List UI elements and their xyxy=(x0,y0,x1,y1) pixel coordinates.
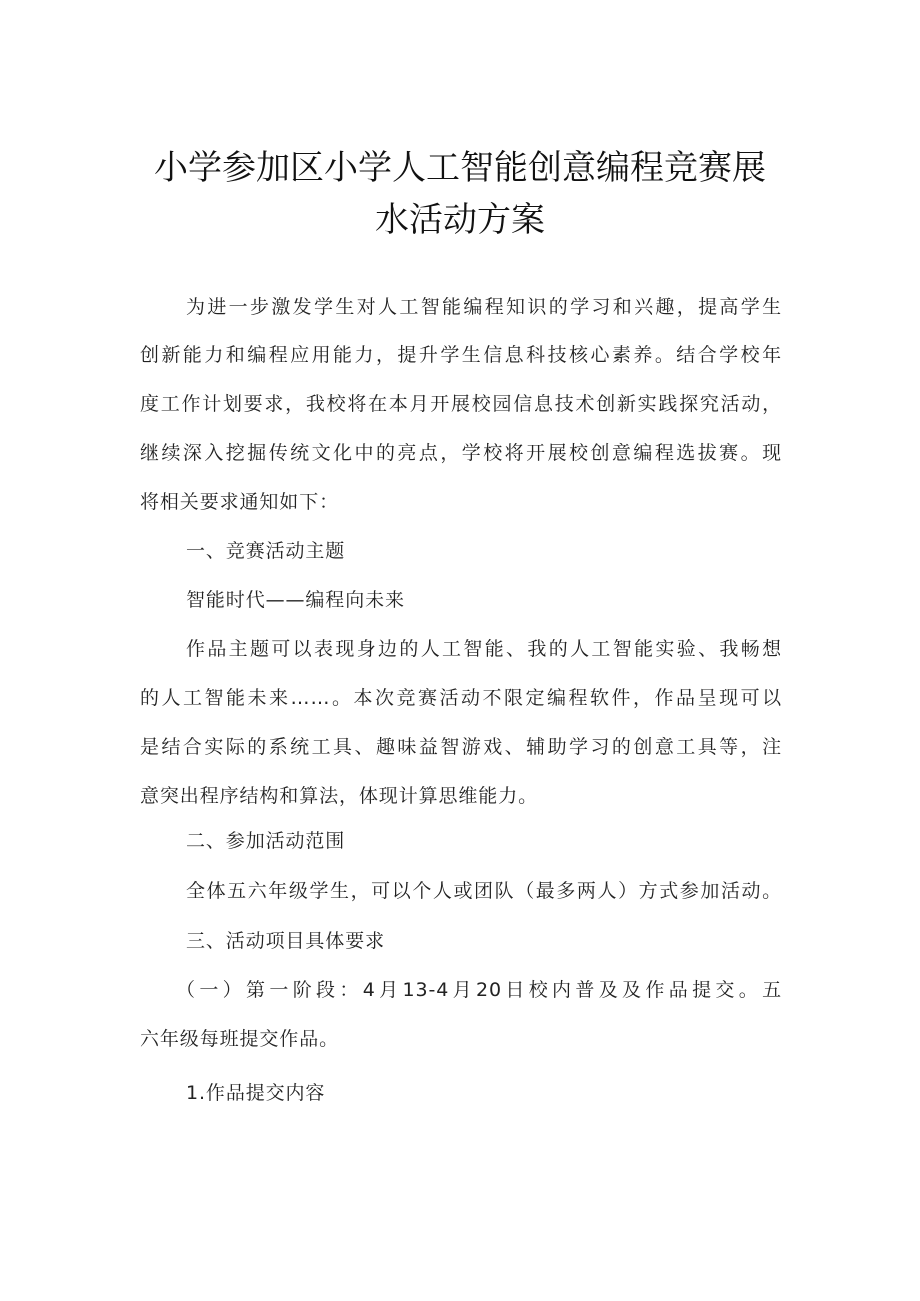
section-1-desc-line-4: 意突出程序结构和算法，体现计算思维能力。 xyxy=(140,785,539,807)
intro-line-4: 继续深入挖掘传统文化中的亮点，学校将开展校创意编程选拔赛。现 xyxy=(140,442,782,464)
document-title-line-1: 小学参加区小学人工智能创意编程竞赛展 xyxy=(154,148,766,188)
section-3-heading: 三、活动项目具体要求 xyxy=(186,930,386,952)
section-1-desc-line-3: 是结合实际的系统工具、趣味益智游戏、辅助学习的创意工具等，注 xyxy=(140,736,782,758)
item-1-heading: 1.作品提交内容 xyxy=(186,1082,326,1104)
section-2-heading: 二、参加活动范围 xyxy=(186,830,346,852)
document-title-line-2: 水活动方案 xyxy=(375,200,545,240)
intro-line-5: 将相关要求通知如下： xyxy=(140,491,340,513)
intro-line-1: 为进一步激发学生对人工智能编程知识的学习和兴趣，提高学生 xyxy=(186,296,782,318)
section-1-desc-line-2: 的人工智能未来……。本次竞赛活动不限定编程软件，作品呈现可以 xyxy=(140,687,782,709)
stage-1-line-2: 六年级每班提交作品。 xyxy=(140,1028,340,1050)
stage-1-line-1: （一）第一阶段：4月13-4月20日校内普及及作品提交。五 xyxy=(176,979,782,1001)
section-2-text: 全体五六年级学生，可以个人或团队（最多两人）方式参加活动。 xyxy=(186,880,782,902)
section-1-theme: 智能时代——编程向未来 xyxy=(186,589,405,611)
section-1-desc-line-1: 作品主题可以表现身边的人工智能、我的人工智能实验、我畅想 xyxy=(186,638,782,660)
intro-line-3: 度工作计划要求，我校将在本月开展校园信息技术创新实践探究活动， xyxy=(140,393,782,415)
section-1-heading: 一、竞赛活动主题 xyxy=(186,540,346,562)
intro-line-2: 创新能力和编程应用能力，提升学生信息科技核心素养。结合学校年 xyxy=(140,344,782,366)
